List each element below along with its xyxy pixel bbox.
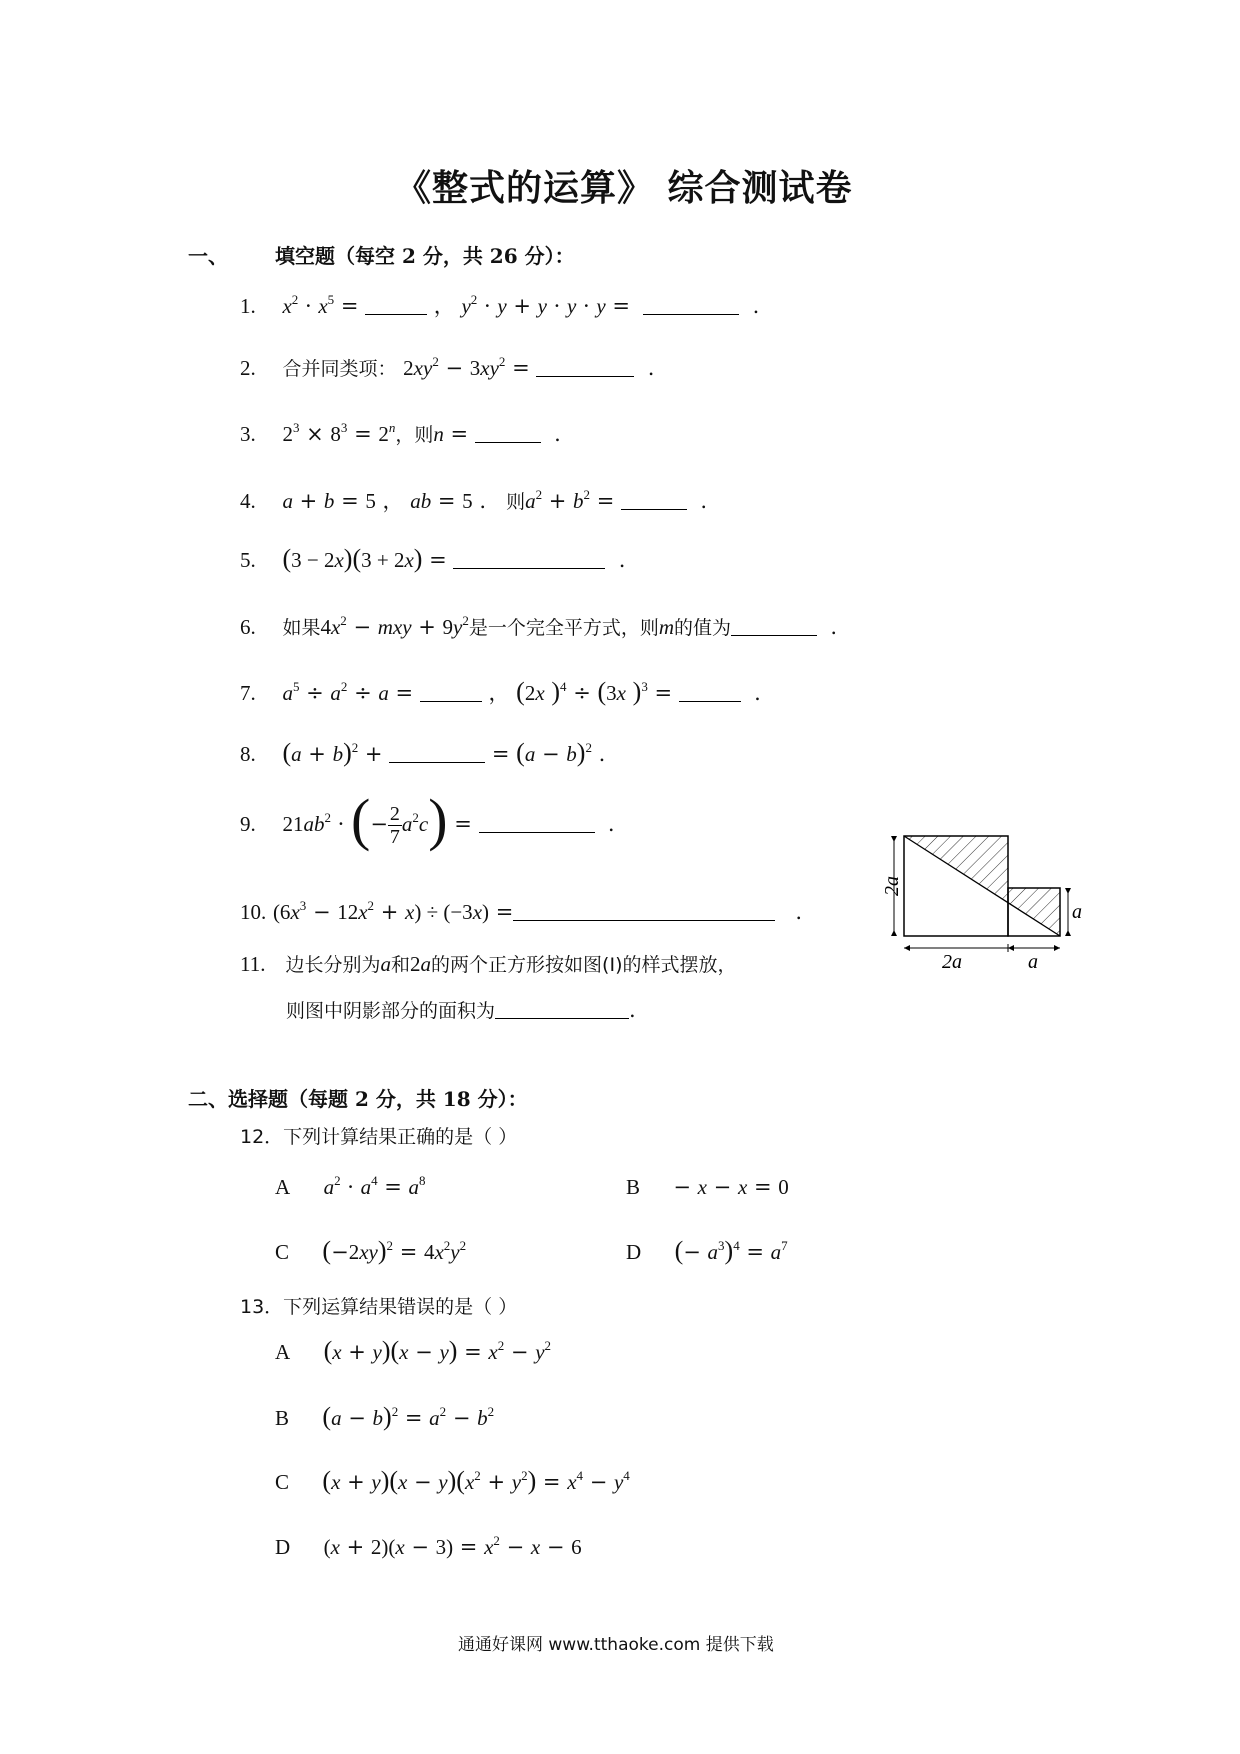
arrow-icon	[1065, 930, 1071, 936]
option-letter: D	[275, 1535, 291, 1559]
answer-blank[interactable]	[453, 550, 605, 569]
question-number: 6.	[240, 615, 256, 639]
question-11: 11. 边长分别为a和2a的两个正方形按如图(I)的样式摆放，	[240, 952, 737, 976]
question-7: 7. $a^5 \div a^2 \div a$ = ， (2x )$^4$ ÷ (3x )$^3$ = .	[240, 677, 761, 706]
question-number: 11.	[240, 952, 266, 976]
question-text: 边长分别为	[285, 954, 381, 976]
question-text: 的两个正方形按如图(I)的样式摆放，	[431, 954, 737, 976]
answer-blank[interactable]	[495, 1000, 629, 1019]
section-2-heading: 二、选择题（每题 2 分，共 18 分）：	[188, 1087, 528, 1111]
question-number: 8.	[240, 742, 256, 766]
option-letter: C	[275, 1470, 290, 1494]
question-9: 9. $21ab^2$ · (− $\frac{2}{7}$ $a^2c$) = .	[240, 787, 615, 852]
question-number: 5.	[240, 548, 256, 572]
question-text: 则	[506, 491, 526, 513]
question-11-line-2: 则图中阴影部分的面积为 .	[286, 998, 636, 1022]
question-13-option-a[interactable]: A $(x + y)(x - y) = x^2 - y^2$	[275, 1336, 552, 1365]
question-number: 7.	[240, 681, 256, 705]
arrow-icon	[891, 930, 897, 936]
option-letter: A	[275, 1175, 291, 1199]
arrow-icon	[1054, 945, 1060, 951]
answer-blank[interactable]	[679, 683, 741, 702]
answer-blank[interactable]	[513, 902, 775, 921]
question-number: 1.	[240, 294, 256, 318]
label-a-bottom: a	[1028, 951, 1038, 973]
question-text: 合并同类项：	[282, 358, 397, 380]
label-a-right: a	[1072, 901, 1082, 923]
question-text: 如果	[282, 617, 321, 639]
question-12-option-c[interactable]: C $(-2xy)^2 = 4x^2y^2$	[275, 1236, 467, 1265]
answer-blank[interactable]	[536, 358, 634, 377]
label-2a-left: 2a	[881, 876, 903, 896]
question-text: ，则	[395, 424, 434, 446]
answer-blank[interactable]	[420, 683, 482, 702]
question-number: 10.	[240, 900, 267, 924]
option-letter: A	[275, 1340, 291, 1364]
question-number: 4.	[240, 489, 256, 513]
answer-blank[interactable]	[643, 296, 739, 315]
two-squares-figure	[880, 830, 1090, 980]
question-3: 3. $2^3 \times 8^3 = 2^n$，则n = .	[240, 420, 561, 446]
label-2a-bottom: 2a	[942, 951, 962, 973]
shaded-region-small	[1008, 888, 1060, 936]
page-footer: 通通好课网 www.tthaoke.com 提供下载	[458, 1635, 774, 1655]
question-12-option-a[interactable]: A $a^2 \cdot a^4 = a^8$	[275, 1173, 426, 1199]
question-13-option-c[interactable]: C $(x + y)(x - y)(x^2 + y^2) = x^4 - y^4$	[275, 1466, 630, 1495]
answer-blank[interactable]	[475, 424, 541, 443]
question-10: 10. $(6x^3 - 12x^2 + x) \div (-3x)$ = .	[240, 898, 802, 924]
question-2: 2. 合并同类项： $2xy^2 - 3xy^2$ = .	[240, 354, 655, 380]
question-text: 和	[391, 954, 411, 976]
answer-blank[interactable]	[621, 491, 687, 510]
question-12-stem: 12．下列计算结果正确的是（ ）	[240, 1126, 518, 1148]
question-8: 8. $(a + b)^2$ + = $(a - b)^2$ .	[240, 738, 606, 767]
arrow-icon	[891, 836, 897, 842]
question-1: 1. $x^2 \cdot x^5$ = ， $y^2 \cdot y + y \cdot y \cdot y$ = .	[240, 292, 760, 318]
question-13-stem: 13．下列运算结果错误的是（ ）	[240, 1296, 518, 1318]
arrow-icon	[1065, 888, 1071, 894]
answer-blank[interactable]	[389, 744, 485, 763]
question-text: 则图中阴影部分的面积为	[286, 1000, 496, 1022]
answer-blank[interactable]	[365, 296, 427, 315]
question-number: 2.	[240, 356, 256, 380]
section-1-heading: 填空题（每空 2 分，共 26 分）：	[275, 244, 575, 268]
option-letter: C	[275, 1240, 290, 1264]
answer-blank[interactable]	[479, 814, 595, 833]
answer-blank[interactable]	[731, 617, 817, 636]
question-6: 6. 如果$4x^2$ − mxy + $9y^2$是一个完全平方式，则m的值为 .	[240, 613, 838, 639]
page-title: 《整式的运算》 综合测试卷	[395, 167, 853, 209]
question-number: 3.	[240, 422, 256, 446]
question-number: 9.	[240, 812, 256, 836]
question-13-option-d[interactable]: D $(x + 2)(x - 3) = x^2 - x - 6$	[275, 1533, 582, 1559]
arrow-icon	[904, 945, 910, 951]
question-12-option-d[interactable]: D (− $a^3)^4 = a^7$	[626, 1236, 788, 1265]
option-letter: B	[275, 1406, 290, 1430]
option-letter: D	[626, 1240, 642, 1264]
question-text: 是一个完全平方式，则	[468, 617, 659, 639]
question-12-option-b[interactable]: B − x − x = 0	[626, 1175, 789, 1199]
question-4: 4. a + b = 5 ， ab = 5 . 则$a^2 + b^2$ = .	[240, 487, 708, 513]
question-text: 的值为	[674, 617, 732, 639]
question-5: 5. (3 − 2x)(3 + 2x) = .	[240, 544, 626, 573]
option-letter: B	[626, 1175, 641, 1199]
question-13-option-b[interactable]: B $(a - b)^2 = a^2 - b^2$	[275, 1402, 495, 1431]
section-1-number: 一、	[188, 244, 228, 268]
